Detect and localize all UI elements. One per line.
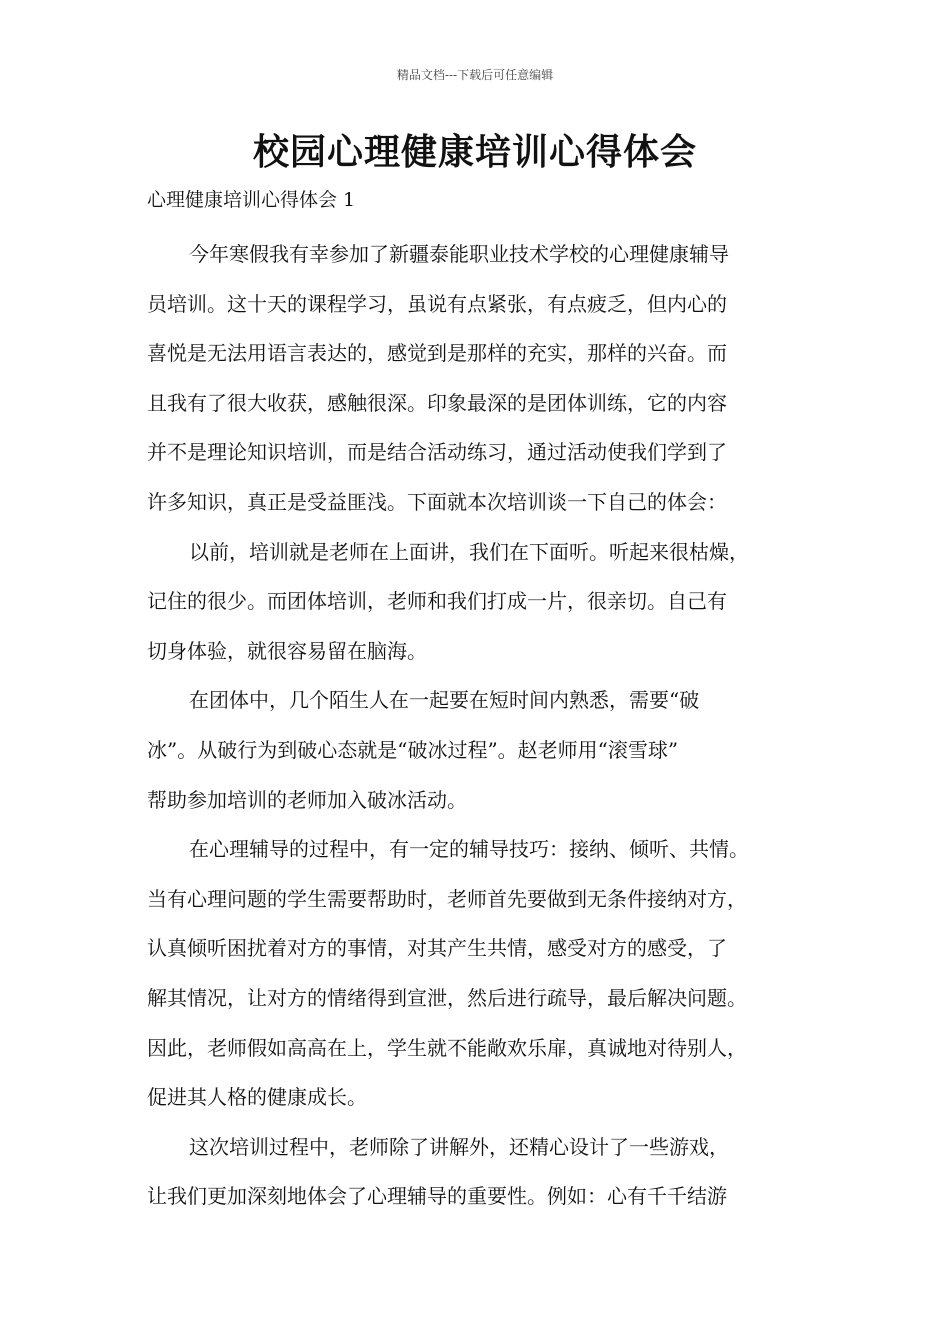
text-line: 许多知识，真正是受益匪浅。下面就本次培训谈一下自己的体会： (147, 489, 727, 514)
document-body (147, 230, 823, 1222)
text-line: 以前，培训就是老师在上面讲，我们在下面听。听起来很枯燥， (189, 539, 749, 564)
text-line: 切身体验，就很容易留在脑海。 (147, 638, 427, 663)
text-line: 在团体中，几个陌生人在一起要在短时间内熟悉，需要“破 (189, 688, 700, 713)
text-line: 记住的很少。而团体培训，老师和我们打成一片，很亲切。自己有 (147, 589, 727, 614)
text-line: 喜悦是无法用语言表达的，感觉到是那样的充实，那样的兴奋。而 (147, 341, 727, 366)
text-line: 让我们更加深刻地体会了心理辅导的重要性。例如：心有千千结游 (147, 1184, 727, 1209)
paragraph (147, 676, 823, 825)
header-note: 精品文档---下载后可任意编辑 (396, 68, 554, 82)
text-line: 且我有了很大收获，感触很深。印象最深的是团体训练，它的内容 (147, 390, 727, 415)
text-line: 在心理辅导的过程中，有一定的辅导技巧：接纳、倾听、共情。 (189, 837, 749, 862)
text-line: 当有心理问题的学生需要帮助时，老师首先要做到无条件接纳对方， (147, 886, 747, 911)
paragraph (147, 825, 823, 1123)
text-line: 今年寒假我有幸参加了新疆泰能职业技术学校的心理健康辅导 (189, 242, 729, 266)
paragraph (147, 230, 823, 528)
text-line: 冰”。从破行为到破心态就是“破冰过程”。赵老师用“滚雪球” (147, 737, 679, 762)
text-line: 促进其人格的健康成长。 (147, 1085, 367, 1110)
paragraph (147, 1123, 823, 1222)
text-line: 并不是理论知识培训，而是结合活动练习，通过活动使我们学到了 (147, 440, 727, 465)
section-subtitle: 心理健康培训心得体会 1 (147, 189, 356, 211)
text-line: 帮助参加培训的老师加入破冰活动。 (147, 787, 467, 812)
text-line: 员培训。这十天的课程学习，虽说有点紧张，有点疲乏，但内心的 (147, 291, 727, 316)
document-title: 校园心理健康培训心得体会 (252, 132, 697, 173)
text-line: 因此，老师假如高高在上，学生就不能敞欢乐扉，真诚地对待别人， (147, 1035, 747, 1060)
paragraph (147, 528, 823, 677)
text-line: 这次培训过程中，老师除了讲解外，还精心设计了一些游戏， (189, 1134, 729, 1159)
text-line: 解其情况，让对方的情绪得到宣泄，然后进行疏导，最后解决问题。 (147, 985, 747, 1010)
text-line: 认真倾听困扰着对方的事情，对其产生共情，感受对方的感受，了 (147, 936, 727, 961)
